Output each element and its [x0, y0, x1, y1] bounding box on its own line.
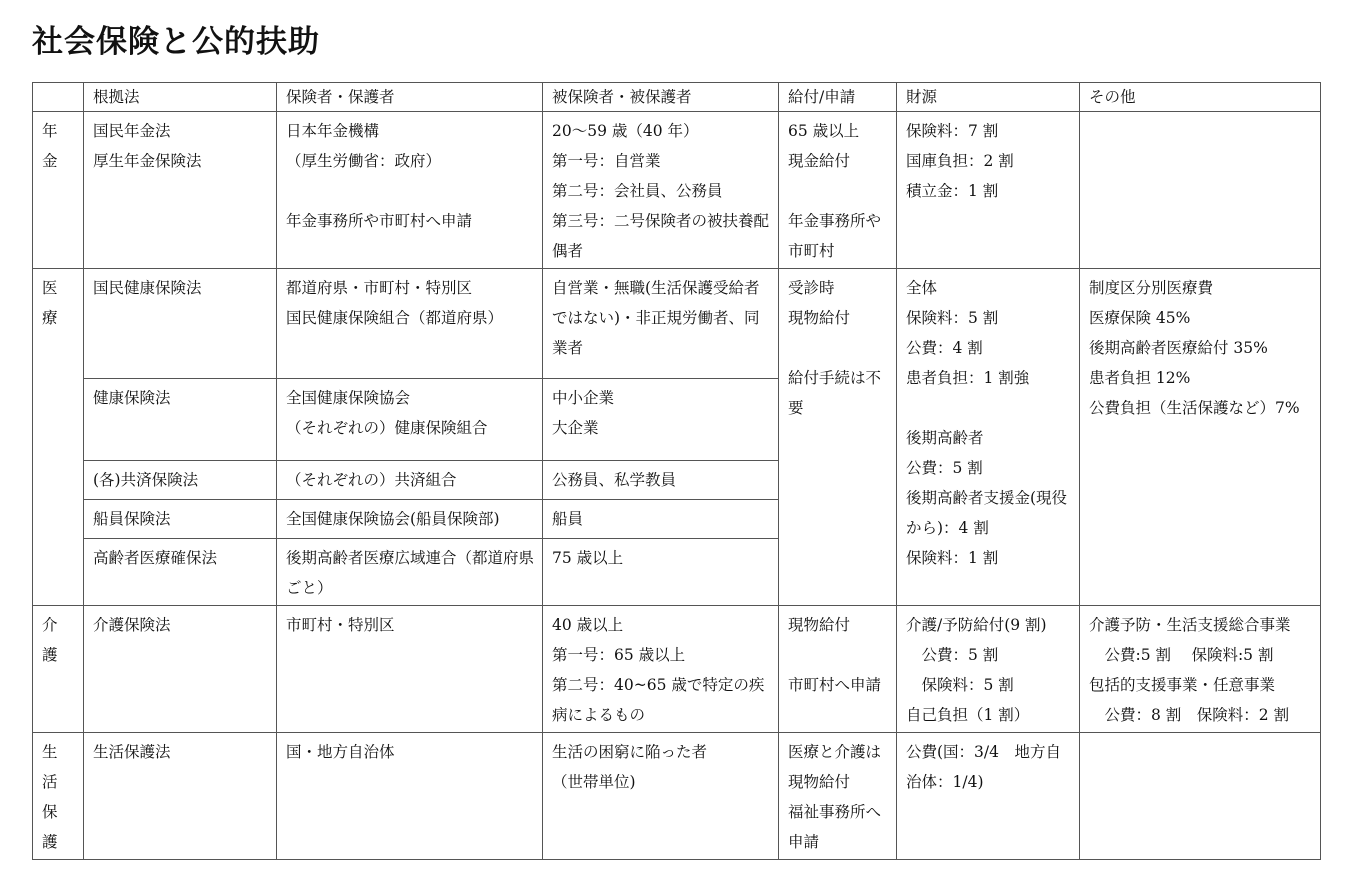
insured-cell: 船員 [543, 500, 779, 539]
other-cell [1080, 733, 1321, 860]
table-row-care [33, 606, 1321, 733]
table-row-medical-national [33, 269, 1321, 379]
insurer-cell: 後期高齢者医療広域連合（都道府県ごと） [277, 539, 543, 606]
social-insurance-table [32, 82, 1321, 860]
insured-cell: 中小企業 大企業 [543, 379, 779, 461]
finance-cell: 公費(国：3/4 地方自治体：1/4) [897, 733, 1080, 860]
table-row-pension [33, 112, 1321, 269]
insured-cell: 自営業・無職(生活保護受給者ではない)・非正規労働者、同業者 [543, 269, 779, 379]
finance-cell-medical: 全体 保険料：5 割 公費：4 割 患者負担：1 割強 後期高齢者 公費：5 割 後期高齢者支援金(現役から)：4 割 保険料：1 割 [897, 269, 1080, 606]
header-cell-law: 根拠法 [84, 83, 277, 112]
insured-cell: 20〜59 歳（40 年） 第一号：自営業 第二号：会社員、公務員 第三号：二号保険者の被扶養配偶者 [543, 112, 779, 269]
benefit-cell: 現物給付 市町村へ申請 [779, 606, 897, 733]
law-cell: 国民年金法 厚生年金保険法 [84, 112, 277, 269]
benefit-cell-medical: 受診時 現物給付 給付手続は不要 [779, 269, 897, 606]
benefit-cell: 医療と介護は現物給付 福祉事務所へ申請 [779, 733, 897, 860]
law-cell: 国民健康保険法 [84, 269, 277, 379]
insurer-cell: 国・地方自治体 [277, 733, 543, 860]
header-cell-insured: 被保険者・被保護者 [543, 83, 779, 112]
category-cell-pension: 年 金 [33, 112, 84, 269]
header-cell-benefit: 給付/申請 [779, 83, 897, 112]
law-cell: 船員保険法 [84, 500, 277, 539]
insured-cell: 75 歳以上 [543, 539, 779, 606]
insurer-cell: 市町村・特別区 [277, 606, 543, 733]
finance-cell: 介護/予防給付(9 割) 公費：5 割 保険料：5 割 自己負担（1 割） [897, 606, 1080, 733]
category-cell-welfare: 生 活 保 護 [33, 733, 84, 860]
law-cell: 介護保険法 [84, 606, 277, 733]
law-cell: 生活保護法 [84, 733, 277, 860]
other-cell: 介護予防・生活支援総合事業 公費:5 割 保険料:5 割 包括的支援事業・任意事業 公費：8 割 保険料：2 割 [1080, 606, 1321, 733]
header-row [33, 83, 1321, 112]
table-row-welfare [33, 733, 1321, 860]
insurer-cell: （それぞれの）共済組合 [277, 461, 543, 500]
header-cell-other: その他 [1080, 83, 1321, 112]
header-cell-insurer: 保険者・保護者 [277, 83, 543, 112]
insured-cell: 40 歳以上 第一号：65 歳以上 第二号：40~65 歳で特定の疾病によるもの [543, 606, 779, 733]
other-cell-medical: 制度区分別医療費 医療保険 45% 後期高齢者医療給付 35% 患者負担 12% 公費負担（生活保護など）7% [1080, 269, 1321, 606]
insurer-cell: 日本年金機構 （厚生労働省：政府） 年金事務所や市町村へ申請 [277, 112, 543, 269]
other-cell [1080, 112, 1321, 269]
insurer-cell: 全国健康保険協会(船員保険部) [277, 500, 543, 539]
law-cell: 健康保険法 [84, 379, 277, 461]
category-cell-care: 介 護 [33, 606, 84, 733]
header-cell-finance: 財源 [897, 83, 1080, 112]
insurer-cell: 全国健康保険協会 （それぞれの）健康保険組合 [277, 379, 543, 461]
page-title: 社会保険と公的扶助 [32, 24, 320, 60]
law-cell: 高齢者医療確保法 [84, 539, 277, 606]
law-cell: (各)共済保険法 [84, 461, 277, 500]
insured-cell: 公務員、私学教員 [543, 461, 779, 500]
benefit-cell: 65 歳以上 現金給付 年金事務所や市町村 [779, 112, 897, 269]
header-cell-blank [33, 83, 84, 112]
category-cell-medical: 医 療 [33, 269, 84, 606]
insurer-cell: 都道府県・市町村・特別区 国民健康保険組合（都道府県） [277, 269, 543, 379]
insured-cell: 生活の困窮に陥った者 （世帯単位) [543, 733, 779, 860]
finance-cell: 保険料：7 割 国庫負担：2 割 積立金：1 割 [897, 112, 1080, 269]
